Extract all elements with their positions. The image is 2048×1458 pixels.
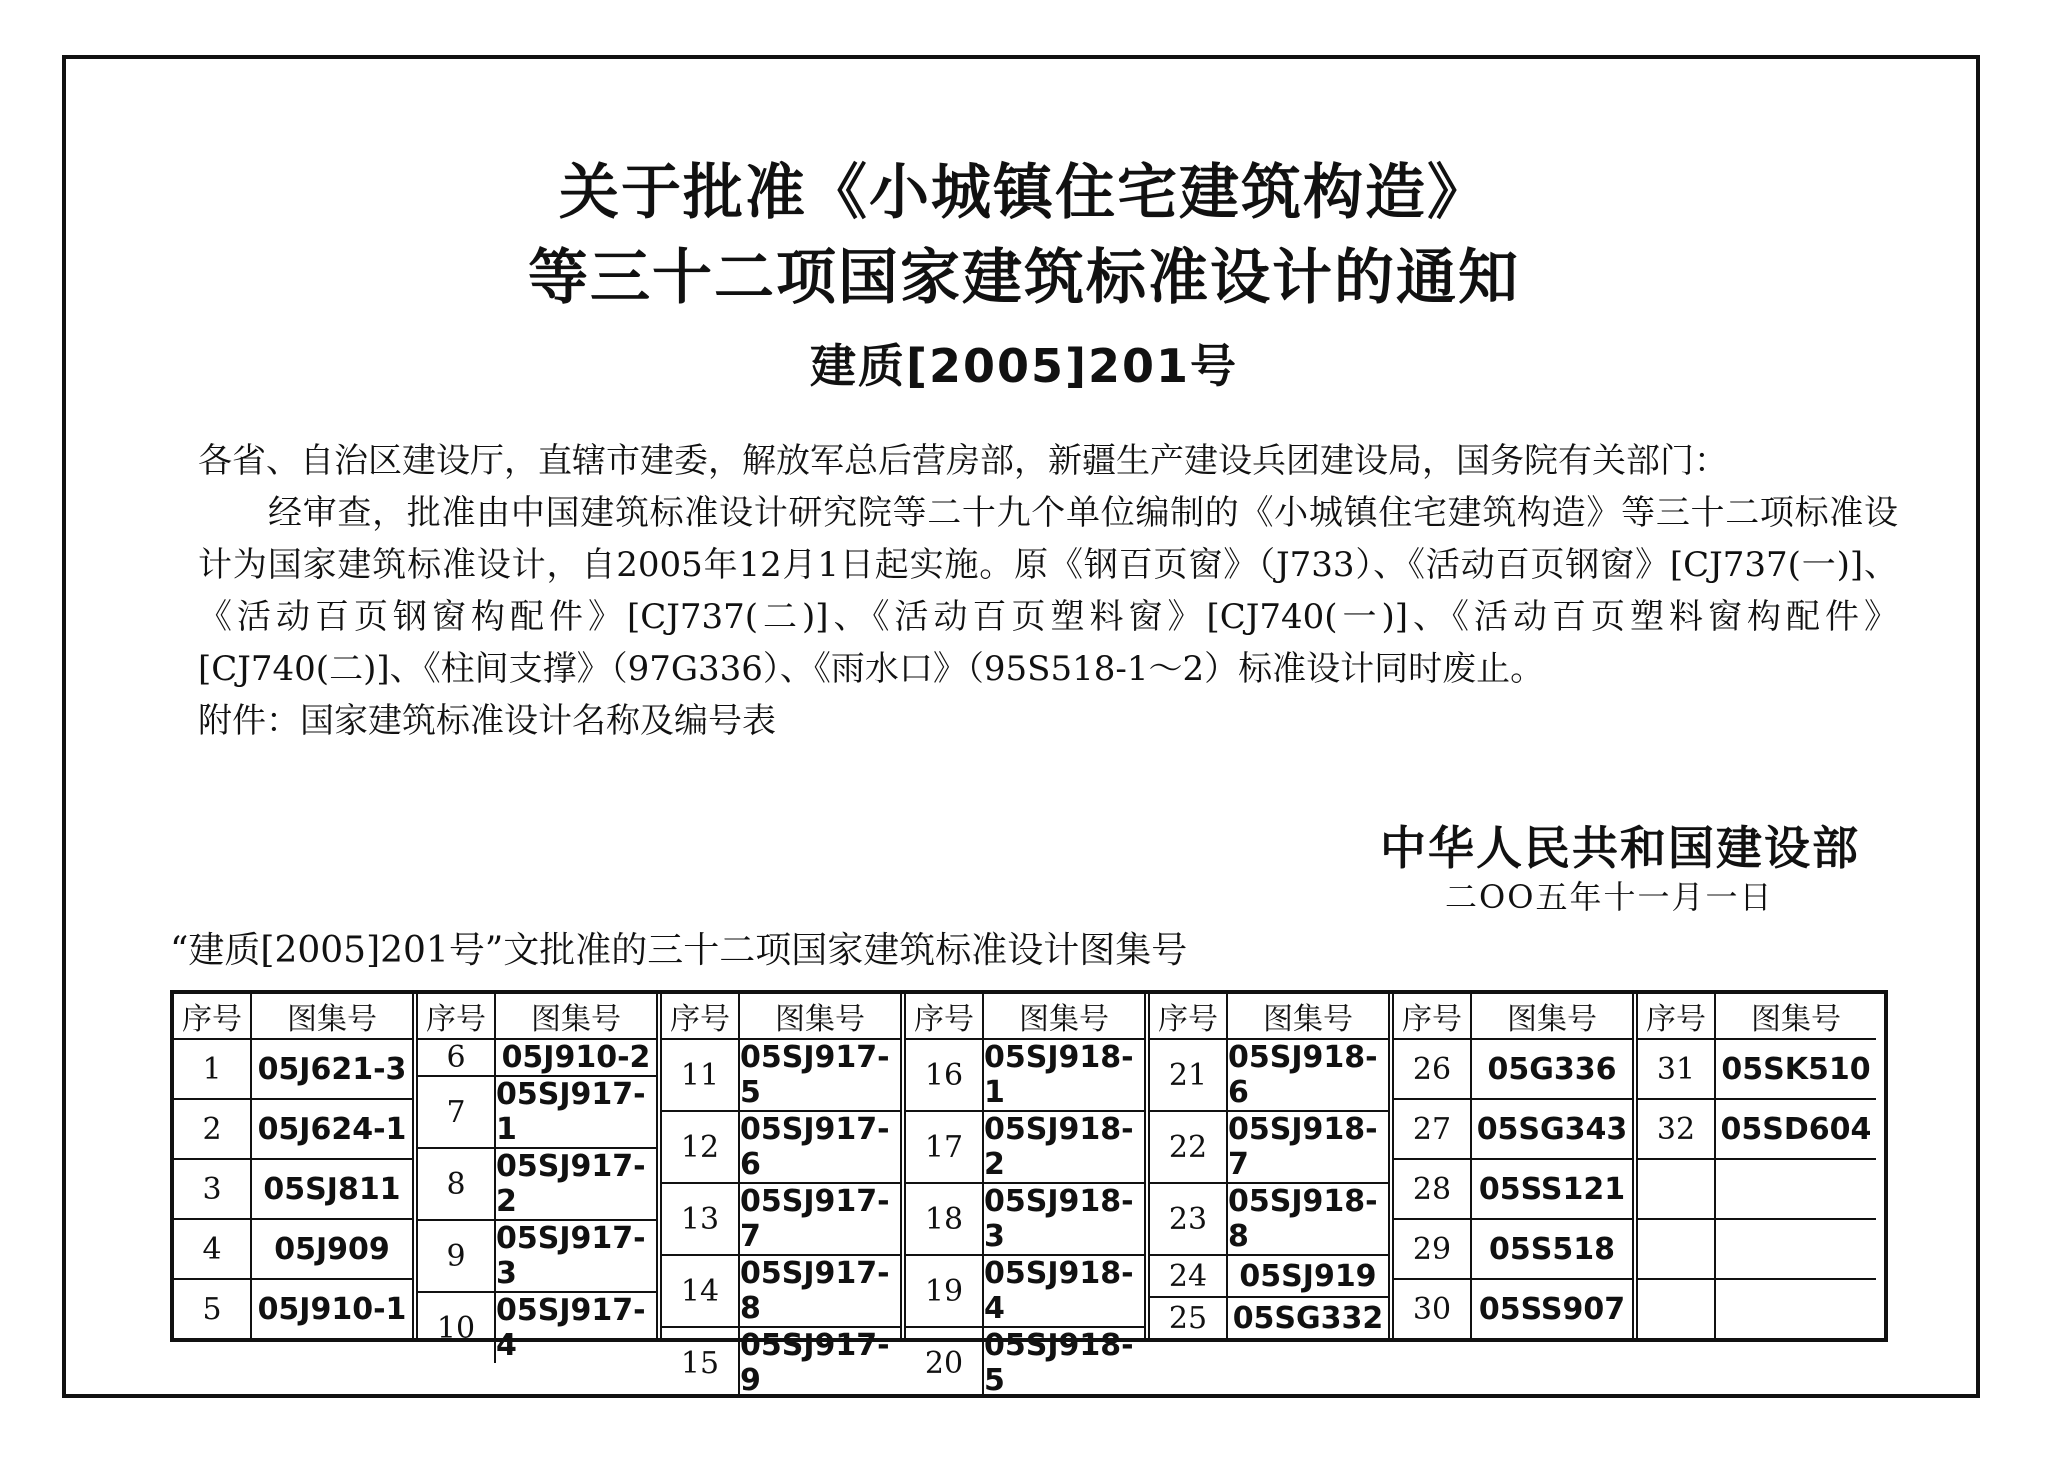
header-code: 图集号 — [1263, 1002, 1353, 1037]
table-row — [418, 1291, 656, 1363]
code-cell: 05G336 — [1487, 1051, 1617, 1087]
seq-cell: 28 — [1394, 1160, 1472, 1218]
code-cell: 05SJ918-4 — [984, 1256, 1134, 1326]
seq-cell: 19 — [906, 1256, 984, 1326]
seq-cell: 1 — [174, 1040, 252, 1098]
seq-cell: 25 — [1150, 1298, 1228, 1338]
table-row — [1394, 1278, 1632, 1338]
table-row — [906, 1182, 1144, 1254]
code-cell: 05SJ918-3 — [984, 1184, 1134, 1254]
code-cell: 05SJ917-2 — [496, 1149, 646, 1219]
table-row — [1638, 1278, 1876, 1338]
seq-cell: 13 — [662, 1184, 740, 1254]
code-cell: 05SJ917-4 — [496, 1293, 646, 1363]
table-header-row — [662, 994, 900, 1038]
code-cell: 05SJ918-1 — [984, 1040, 1134, 1110]
header-code: 图集号 — [287, 1002, 377, 1037]
seq-cell: 12 — [662, 1112, 740, 1182]
code-cell — [1716, 1160, 1876, 1218]
seq-cell: 8 — [418, 1149, 496, 1219]
seq-cell: 26 — [1394, 1040, 1472, 1098]
table-row — [662, 1038, 900, 1110]
code-cell: 05SG343 — [1476, 1111, 1628, 1147]
notice-title-line2: 等三十二项国家建筑标准设计的通知 — [528, 243, 1520, 313]
table-header-row — [906, 994, 1144, 1038]
code-cell — [1716, 1280, 1876, 1338]
document-number: 建质[2005]201号 — [809, 339, 1239, 393]
seq-cell: 16 — [906, 1040, 984, 1110]
header-seq: 序号 — [418, 994, 496, 1038]
table-row — [1638, 1038, 1876, 1098]
table-column-group — [1144, 994, 1388, 1338]
notice-body — [198, 435, 1898, 747]
table-row — [1150, 1182, 1388, 1254]
table-row — [1638, 1158, 1876, 1218]
seq-cell: 14 — [662, 1256, 740, 1326]
code-cell: 05SS121 — [1478, 1171, 1626, 1207]
seq-cell — [1638, 1280, 1716, 1338]
table-row — [1638, 1218, 1876, 1278]
table-header-row — [1150, 994, 1388, 1038]
seq-cell: 3 — [174, 1160, 252, 1218]
code-cell: 05SJ918-8 — [1228, 1184, 1378, 1254]
code-cell: 05J624-1 — [257, 1111, 407, 1147]
seq-cell: 17 — [906, 1112, 984, 1182]
seq-cell: 22 — [1150, 1112, 1228, 1182]
addressee: 各省、自治区建设厅，直辖市建委，解放军总后营房部，新疆生产建设兵团建设局，国务院有关部门： — [198, 441, 1728, 481]
seq-cell: 27 — [1394, 1100, 1472, 1158]
seq-cell: 5 — [174, 1280, 252, 1338]
notice-title-line1: 关于批准《小城镇住宅建筑构造》 — [559, 158, 1489, 228]
header-seq: 序号 — [174, 994, 252, 1038]
code-cell: 05SJ917-1 — [496, 1077, 646, 1147]
header-seq: 序号 — [1638, 994, 1716, 1038]
seq-cell: 6 — [418, 1040, 496, 1075]
seq-cell: 32 — [1638, 1100, 1716, 1158]
table-row — [174, 1278, 412, 1338]
table-row — [1150, 1110, 1388, 1182]
seq-cell: 23 — [1150, 1184, 1228, 1254]
code-cell: 05SJ917-5 — [740, 1040, 890, 1110]
code-cell: 05SJ917-9 — [740, 1328, 890, 1398]
code-cell: 05SJ918-5 — [984, 1328, 1134, 1398]
code-cell: 05J910-1 — [257, 1291, 407, 1327]
code-cell: 05J909 — [274, 1231, 390, 1267]
header-code: 图集号 — [1751, 1002, 1841, 1037]
seq-cell: 11 — [662, 1040, 740, 1110]
table-row — [1394, 1098, 1632, 1158]
table-row — [1150, 1254, 1388, 1296]
table-row — [418, 1219, 656, 1291]
seq-cell: 18 — [906, 1184, 984, 1254]
header-code: 图集号 — [1507, 1002, 1597, 1037]
table-header-row — [418, 994, 656, 1038]
table-header-row — [1394, 994, 1632, 1038]
seq-cell: 15 — [662, 1328, 740, 1398]
table-row — [662, 1110, 900, 1182]
code-cell: 05SJ917-3 — [496, 1221, 646, 1291]
code-cell: 05SJ918-6 — [1228, 1040, 1378, 1110]
table-row — [418, 1075, 656, 1147]
code-cell: 05S518 — [1489, 1231, 1615, 1267]
code-cell: 05SK510 — [1721, 1051, 1871, 1087]
table-row — [1394, 1038, 1632, 1098]
attachment-note: 附件：国家建筑标准设计名称及编号表 — [198, 701, 776, 741]
table-column-group — [900, 994, 1144, 1398]
header-code: 图集号 — [1019, 1002, 1109, 1037]
seq-cell: 31 — [1638, 1040, 1716, 1098]
seq-cell: 10 — [418, 1293, 496, 1363]
table-row — [906, 1038, 1144, 1110]
code-cell: 05SJ811 — [263, 1171, 401, 1207]
table-row — [1150, 1296, 1388, 1338]
notice-paragraph: 经审查，批准由中国建筑标准设计研究院等二十九个单位编制的《小城镇住宅建筑构造》等三十二项标准设计为国家建筑标准设计，自2005年12月1日起实施。原《钢百页窗》（J733）、《活动百页钢窗》[CJ737(一)]、《活动百页钢窗构配件》[CJ737(二)]、《活动百页塑料窗》[CJ740(一)]、《活动百页塑料窗构配件》[CJ740(二)]、《柱间支撑》（97G336）、《雨水口》（95S518-1～2）标准设计同时废止。 — [198, 493, 1898, 689]
code-cell: 05SD604 — [1720, 1111, 1872, 1147]
table-header-row — [174, 994, 412, 1038]
code-cell: 05SJ917-7 — [740, 1184, 890, 1254]
table-row — [906, 1326, 1144, 1398]
issue-date: 二OO五年十一月一日 — [1445, 878, 1774, 916]
table-column-group — [1632, 994, 1876, 1338]
table-column-group — [412, 994, 656, 1363]
header-seq: 序号 — [906, 994, 984, 1038]
table-column-group — [174, 994, 412, 1338]
code-cell: 05SJ917-8 — [740, 1256, 890, 1326]
code-cell — [1716, 1220, 1876, 1278]
seq-cell: 30 — [1394, 1280, 1472, 1338]
seq-cell: 4 — [174, 1220, 252, 1278]
table-row — [662, 1254, 900, 1326]
table-column-group — [656, 994, 900, 1398]
seq-cell — [1638, 1220, 1716, 1278]
seq-cell: 9 — [418, 1221, 496, 1291]
table-row — [662, 1326, 900, 1398]
table-header-row — [1638, 994, 1876, 1038]
table-row — [174, 1098, 412, 1158]
code-cell: 05SJ919 — [1239, 1258, 1377, 1294]
header-code: 图集号 — [775, 1002, 865, 1037]
code-cell: 05SJ918-7 — [1228, 1112, 1378, 1182]
table-row — [418, 1147, 656, 1219]
code-cell: 05SJ918-2 — [984, 1112, 1134, 1182]
code-cell: 05J621-3 — [257, 1051, 407, 1087]
code-cell: 05SS907 — [1478, 1291, 1626, 1327]
header-seq: 序号 — [662, 994, 740, 1038]
code-cell: 05SG332 — [1232, 1300, 1384, 1336]
seq-cell — [1638, 1160, 1716, 1218]
seq-cell: 21 — [1150, 1040, 1228, 1110]
table-row — [662, 1182, 900, 1254]
table-row — [1638, 1098, 1876, 1158]
table-caption: “建质[2005]201号”文批准的三十二项国家建筑标准设计图集号 — [170, 930, 1188, 971]
header-code: 图集号 — [531, 1002, 621, 1037]
code-cell: 05J910-2 — [501, 1040, 651, 1075]
header-seq: 序号 — [1394, 994, 1472, 1038]
table-row — [1394, 1218, 1632, 1278]
table-row — [1394, 1158, 1632, 1218]
table-row — [174, 1218, 412, 1278]
atlas-number-table — [170, 990, 1888, 1398]
header-seq: 序号 — [1150, 994, 1228, 1038]
seq-cell: 2 — [174, 1100, 252, 1158]
table-row — [174, 1038, 412, 1098]
seq-cell: 24 — [1150, 1256, 1228, 1296]
seq-cell: 7 — [418, 1077, 496, 1147]
table-row — [906, 1254, 1144, 1326]
seq-cell: 20 — [906, 1328, 984, 1398]
issuer-name: 中华人民共和国建设部 — [1380, 821, 1860, 875]
table-row — [1150, 1038, 1388, 1110]
table-row — [418, 1038, 656, 1075]
table-column-group — [1388, 994, 1632, 1338]
table-row — [174, 1158, 412, 1218]
seq-cell: 29 — [1394, 1220, 1472, 1278]
table-row — [906, 1110, 1144, 1182]
code-cell: 05SJ917-6 — [740, 1112, 890, 1182]
